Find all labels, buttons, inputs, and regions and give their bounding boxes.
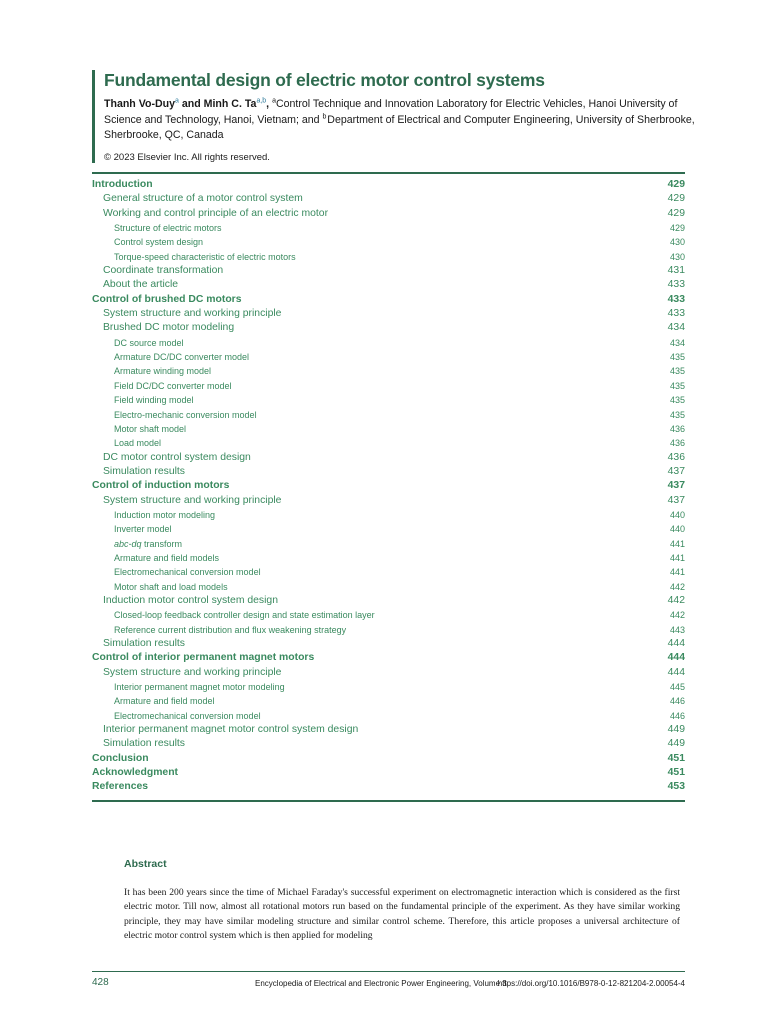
toc-entry[interactable]: [92, 192, 685, 206]
toc-entry-page: 433: [667, 279, 685, 291]
toc-entry-label: General structure of a motor control system: [103, 193, 303, 205]
toc-entry[interactable]: [92, 379, 685, 393]
toc-entry-label: Introduction: [92, 179, 153, 190]
toc-entry[interactable]: [92, 608, 685, 622]
toc-entry-label: DC motor control system design: [103, 451, 251, 463]
toc-entry-page: 430: [669, 237, 685, 248]
toc-entry[interactable]: [92, 364, 685, 378]
toc-entry-page: 434: [669, 337, 685, 348]
toc-entry-page: 435: [669, 395, 685, 406]
toc-entry-label: System structure and working principle: [103, 666, 282, 678]
toc-entry-page: 444: [667, 638, 685, 649]
toc-entry-page: 436: [667, 451, 685, 463]
toc-entry[interactable]: [92, 422, 685, 436]
toc-entry-page: 449: [667, 738, 685, 750]
toc-entry-page: 436: [669, 438, 685, 449]
author-name[interactable]: Thanh Vo-Duy: [104, 98, 176, 110]
toc-entry-page: 451: [667, 752, 685, 764]
toc-entry-label: Field winding model: [114, 395, 194, 406]
toc-entry[interactable]: [92, 293, 685, 307]
toc-bottom-rule: [92, 800, 685, 802]
toc-entry-page: 429: [667, 207, 685, 219]
toc-entry-label: Load model: [114, 438, 162, 449]
toc-entry-label: Control of induction motors: [92, 480, 230, 492]
toc-entry-label-italic: abc-dq: [114, 538, 142, 549]
toc-entry-label: Inverter model: [114, 524, 172, 535]
toc-entry[interactable]: [92, 694, 685, 708]
affiliation-marker: a: [272, 97, 276, 105]
toc-entry-label: Structure of electric motors: [114, 223, 222, 234]
toc-entry-page: 435: [669, 352, 685, 363]
article-header: [92, 70, 704, 163]
toc-entry-label: DC source model: [114, 337, 184, 348]
toc-entry-page: 442: [669, 581, 685, 592]
toc-entry-page: 446: [669, 696, 685, 707]
toc-entry[interactable]: [92, 637, 685, 651]
affiliation-marker: b: [322, 112, 327, 120]
toc-entry-label: Simulation results: [103, 465, 186, 477]
toc-entry[interactable]: [92, 408, 685, 422]
toc-entry-page: 441: [669, 538, 685, 549]
toc-entry[interactable]: [92, 436, 685, 450]
toc-entry-label: Armature DC/DC converter model: [114, 352, 250, 363]
toc-entry-page: 445: [669, 682, 685, 693]
toc-entry-page: 435: [669, 409, 685, 420]
doi-link[interactable]: https://doi.org/10.1016/B978-0-12-821204-2.00054-4: [497, 979, 685, 988]
affiliation-marker[interactable]: a: [175, 97, 179, 105]
footer-rule: [92, 971, 685, 972]
toc-entry-label: Field DC/DC converter model: [114, 380, 232, 391]
toc-entry[interactable]: [92, 780, 685, 794]
toc-entry[interactable]: [92, 709, 685, 723]
toc-entry[interactable]: [92, 680, 685, 694]
toc-entry-label-rest: transform: [141, 538, 183, 549]
toc-entry-page: 436: [669, 423, 685, 434]
toc-top-rule: [92, 172, 685, 174]
toc-entry-label: Induction motor modeling: [114, 509, 216, 520]
page-number: 428: [92, 977, 109, 988]
toc-entry[interactable]: [92, 494, 685, 508]
toc-entry-page: 442: [669, 610, 685, 621]
author-name[interactable]: Minh C. Ta: [203, 98, 257, 110]
toc-entry-page: 441: [669, 552, 685, 563]
toc-entry-page: 440: [669, 524, 685, 535]
toc-entry-page: 429: [669, 223, 685, 234]
toc-entry-page: 429: [667, 193, 685, 205]
toc-entry[interactable]: [92, 666, 685, 680]
toc-entry[interactable]: [92, 522, 685, 536]
toc-entry[interactable]: [92, 537, 685, 551]
copyright-notice: © 2023 Elsevier Inc. All rights reserved.: [104, 151, 270, 163]
toc-entry-label: Induction motor control system design: [103, 594, 278, 606]
toc-entry-page: 443: [669, 624, 685, 635]
toc-entry[interactable]: [92, 766, 685, 780]
toc-entry[interactable]: [92, 235, 685, 249]
abstract-section: [124, 858, 680, 944]
toc-entry[interactable]: [92, 221, 685, 235]
toc-entry[interactable]: [92, 565, 685, 579]
toc-entry-label: Armature and field models: [114, 552, 220, 563]
toc-entry-label: Armature and field model: [114, 696, 215, 707]
toc-entry[interactable]: [92, 451, 685, 465]
toc-entry[interactable]: [92, 250, 685, 264]
toc-entry-label: About the article: [103, 279, 179, 291]
toc-entry-label: Conclusion: [92, 752, 149, 764]
toc-entry-page: 437: [667, 465, 685, 477]
toc-entry[interactable]: [92, 508, 685, 522]
toc-entry[interactable]: [92, 551, 685, 565]
toc-entry-label: Acknowledgment: [92, 767, 179, 779]
abstract-text: It has been 200 years since the time of Michael Faraday's successful experiment on electromagnetic interaction which is considered as the first electric motor. Till now, almost all rotational motors run based on the fundamental principle of the experiment. As they have similar working principle, they may have similar modeling structure and similar control scheme. Therefore, this article proposes a universal architecture of electric motor control system which is then applied for modeling: [124, 887, 680, 942]
table-of-contents: [92, 178, 685, 795]
toc-entry-label: Control system design: [114, 237, 204, 248]
toc-entry-page: 444: [667, 666, 685, 678]
toc-entry-page: 433: [667, 293, 685, 305]
toc-entry[interactable]: [92, 393, 685, 407]
toc-entry-page: 451: [667, 767, 685, 779]
toc-entry[interactable]: [92, 737, 685, 751]
toc-entry-label: Control of brushed DC motors: [92, 293, 242, 305]
toc-entry-page: 437: [667, 494, 685, 506]
toc-entry[interactable]: [92, 178, 685, 192]
toc-entry-label: Motor shaft model: [114, 423, 187, 434]
toc-entry-page: 442: [667, 594, 685, 606]
toc-entry-label: Simulation results: [103, 638, 186, 649]
toc-entry-label: Reference current distribution and flux weakening strategy: [114, 624, 347, 635]
toc-entry-label: System structure and working principle: [103, 308, 282, 320]
toc-entry[interactable]: [92, 278, 685, 292]
toc-entry-page: 435: [669, 366, 685, 377]
toc-entry[interactable]: [92, 723, 685, 737]
toc-entry-page: 440: [669, 509, 685, 520]
toc-entry[interactable]: [92, 479, 685, 493]
toc-entry-page: 444: [667, 652, 685, 664]
toc-entry-label: Brushed DC motor modeling: [103, 322, 235, 334]
toc-entry-label: Interior permanent magnet motor modeling: [114, 682, 285, 693]
toc-entry-label: Coordinate transformation: [103, 265, 224, 277]
toc-entry-page: 430: [669, 251, 685, 262]
article-title: Fundamental design of electric motor control systems: [104, 70, 545, 90]
author-affiliations: [104, 97, 704, 144]
toc-entry-label: Electromechanical conversion model: [114, 567, 261, 578]
toc-entry[interactable]: [92, 207, 685, 221]
toc-entry-page: 434: [667, 322, 685, 334]
toc-entry-label: [114, 537, 182, 551]
affiliation-marker[interactable]: a,b: [256, 97, 267, 105]
toc-entry-label: Torque-speed characteristic of electric motors: [114, 251, 296, 262]
toc-entry[interactable]: [92, 594, 685, 608]
toc-entry-label: Closed-loop feedback controller design and state estimation layer: [114, 610, 375, 621]
toc-entry-label: References: [92, 781, 149, 793]
toc-entry-page: 441: [669, 567, 685, 578]
abstract-heading: Abstract: [124, 858, 167, 870]
toc-entry[interactable]: [92, 651, 685, 665]
toc-entry-page: 449: [667, 724, 685, 736]
toc-entry-label: Interior permanent magnet motor control system design: [103, 724, 359, 736]
toc-entry-page: 429: [667, 179, 685, 190]
toc-entry[interactable]: [92, 465, 685, 479]
toc-entry-label: Electro-mechanic conversion model: [114, 409, 257, 420]
toc-entry[interactable]: [92, 580, 685, 594]
toc-entry-page: 437: [667, 480, 685, 492]
toc-entry-label: Motor shaft and load models: [114, 581, 228, 592]
toc-entry-label: Simulation results: [103, 738, 186, 750]
affiliation-a: Control Technique and Innovation Laboratory for Electric Vehicles, Hanoi University of Science and Technology, Hanoi, Vietnam; and: [104, 98, 678, 126]
toc-entry-label: Armature winding model: [114, 366, 212, 377]
toc-entry[interactable]: [92, 336, 685, 350]
toc-entry-page: 433: [667, 308, 685, 320]
toc-entry-page: 446: [669, 710, 685, 721]
toc-entry[interactable]: [92, 307, 685, 321]
toc-entry[interactable]: [92, 350, 685, 364]
toc-entry[interactable]: [92, 321, 685, 335]
toc-entry-label: Electromechanical conversion model: [114, 710, 261, 721]
toc-entry-label: System structure and working principle: [103, 494, 282, 506]
affiliation-b: Department of Electrical and Computer Engineering, University of Sherbrooke, Sherbrooke, QC, Canada: [104, 113, 695, 141]
journal-citation: Encyclopedia of Electrical and Electronic Power Engineering, Volume 3: [255, 979, 507, 988]
toc-entry-page: 435: [669, 380, 685, 391]
toc-entry[interactable]: [92, 264, 685, 278]
toc-entry-label: Working and control principle of an electric motor: [103, 207, 329, 219]
toc-entry[interactable]: [92, 623, 685, 637]
author-separator: ,: [266, 98, 270, 110]
toc-entry-page: 431: [667, 265, 685, 277]
author-conjunction: and: [178, 98, 204, 110]
toc-entry-page: 453: [667, 781, 685, 793]
toc-entry[interactable]: [92, 752, 685, 766]
toc-entry-label: Control of interior permanent magnet motors: [92, 652, 315, 664]
